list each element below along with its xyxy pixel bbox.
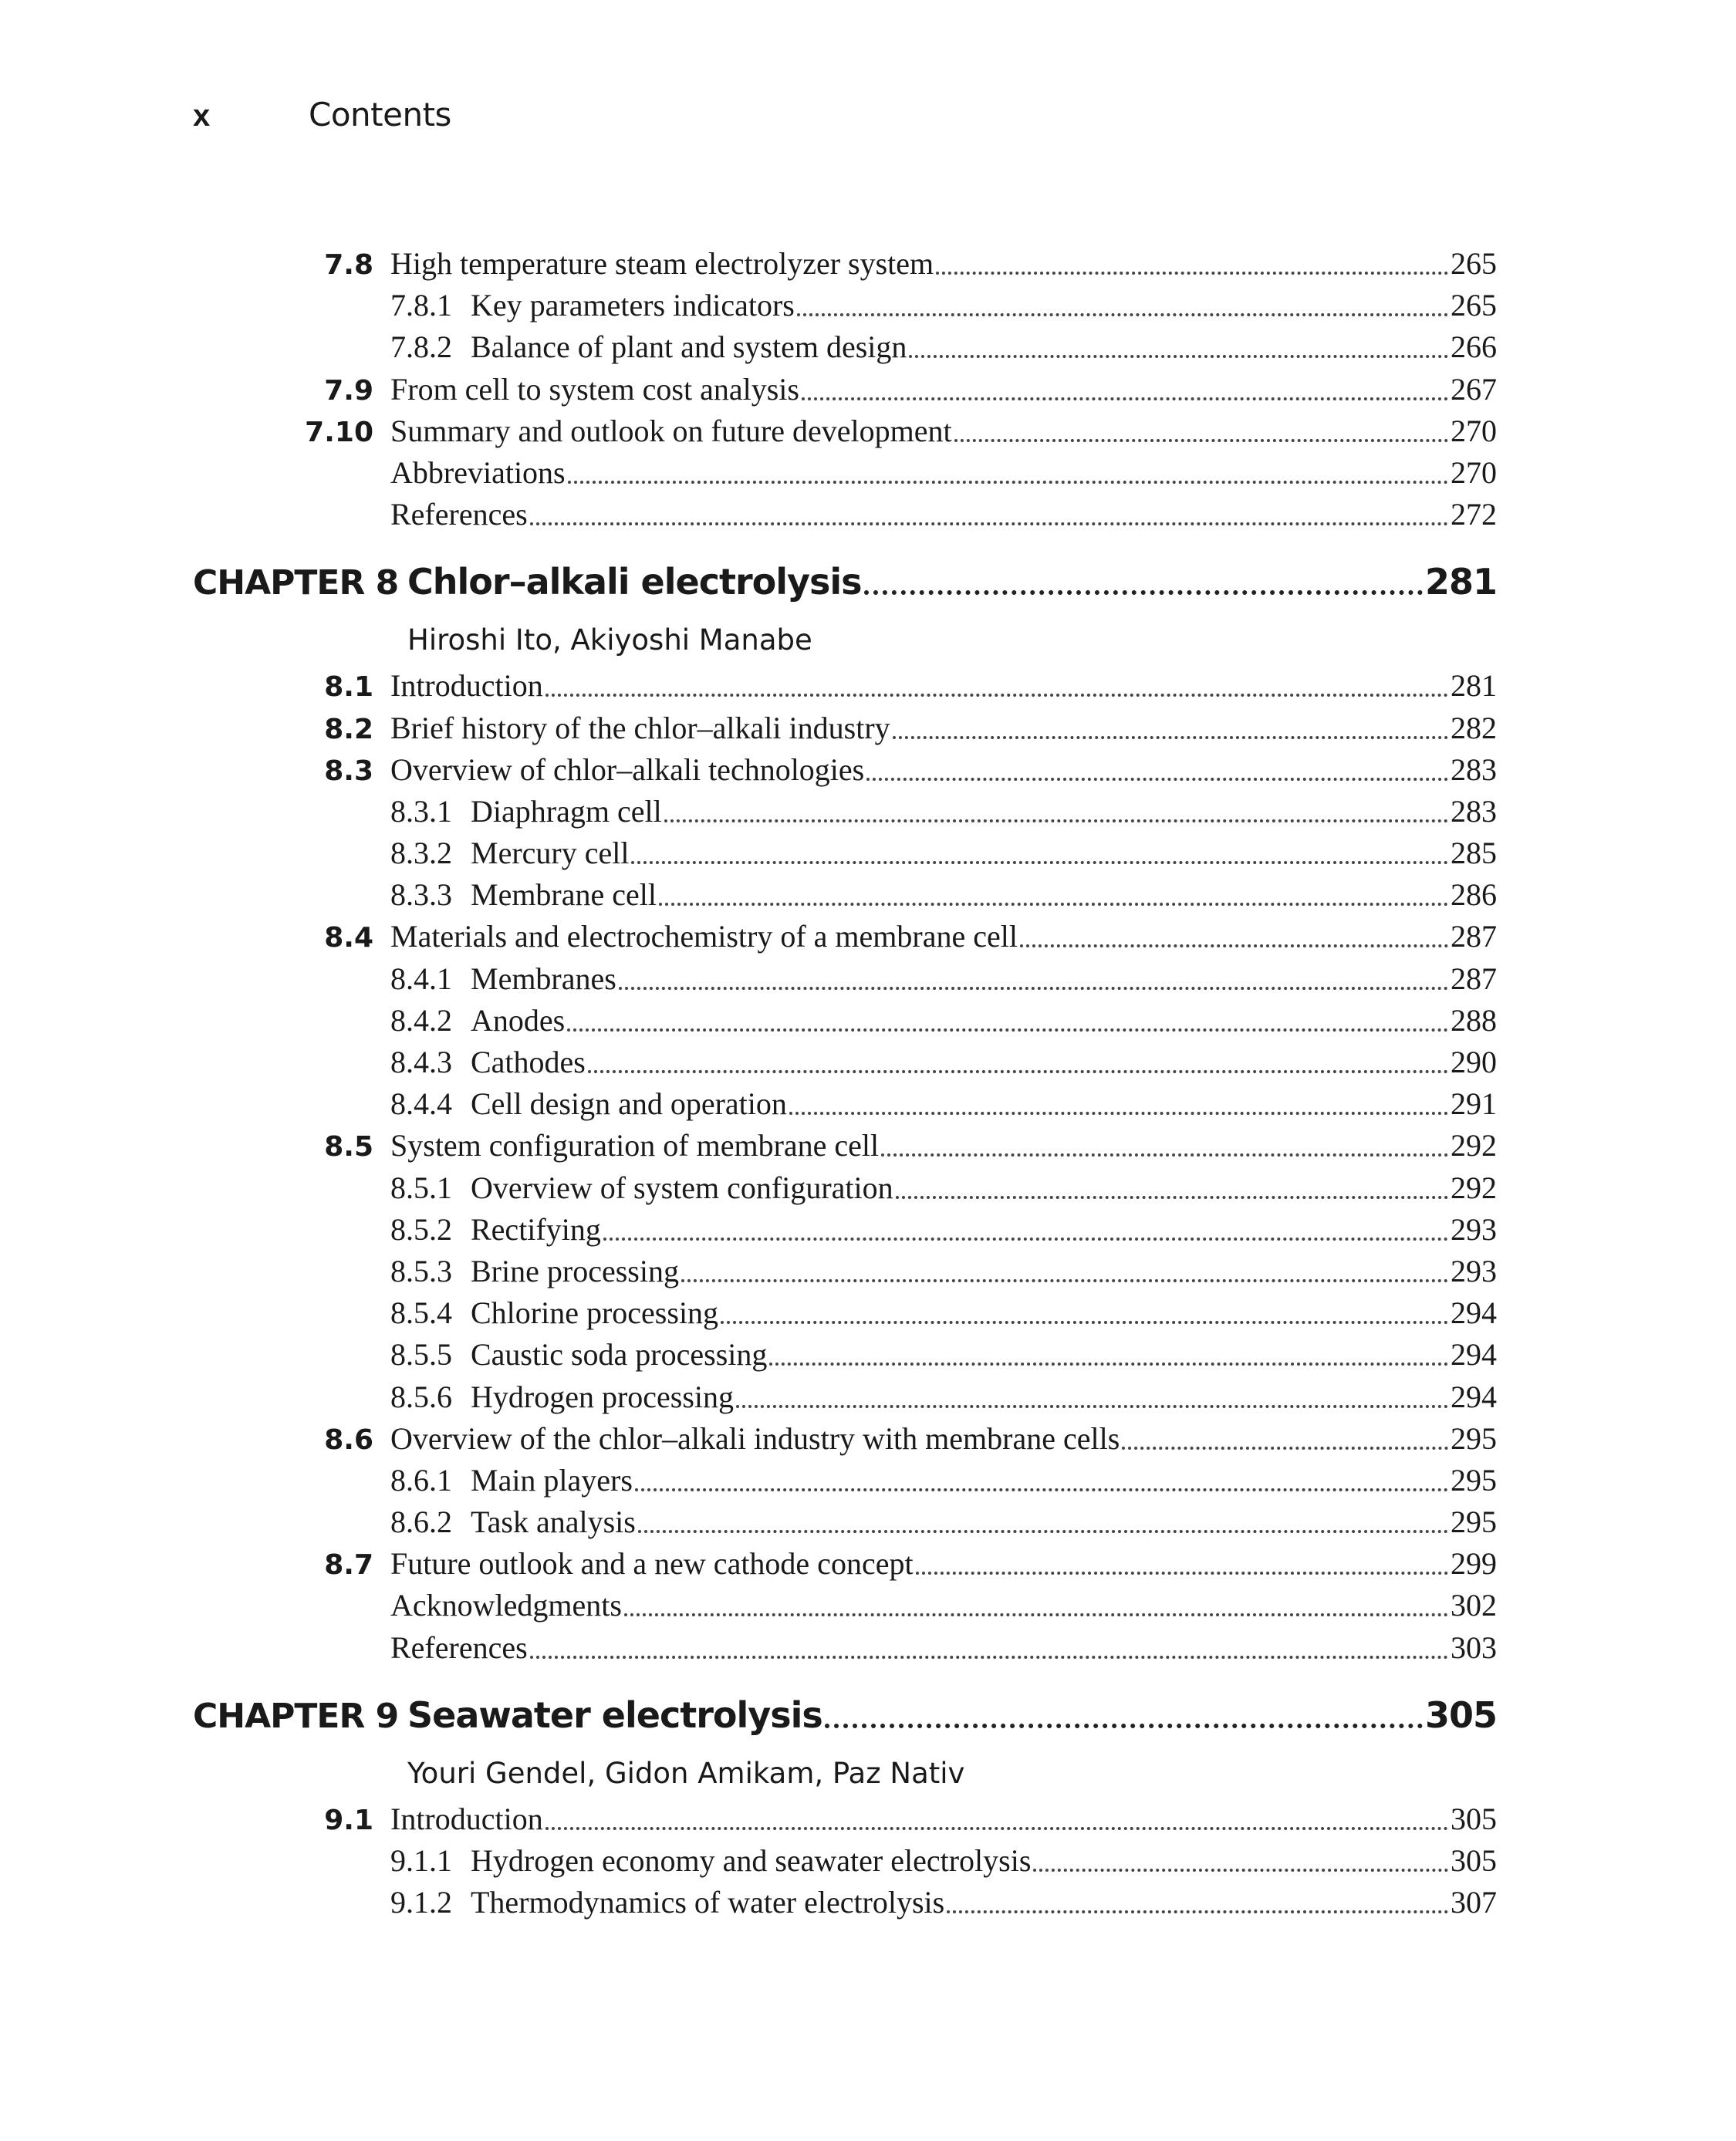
toc-subsection-entry[interactable] [193,329,1497,370]
dot-leader [664,819,1448,822]
table-of-contents [193,245,1497,1926]
section-number: 9.1 [324,1804,373,1836]
toc-subsection-entry[interactable] [193,287,1497,329]
subsection-number: 8.5.6 [390,1379,452,1414]
page-number: 303 [1451,1629,1497,1665]
dot-leader [681,1279,1448,1282]
running-head [193,96,451,139]
entry-title: Chlorine processing [471,1295,719,1331]
dot-leader [896,1196,1448,1199]
entry-title: Caustic soda processing [471,1337,768,1373]
dot-leader [916,1572,1448,1575]
toc-subsection-entry[interactable] [193,1211,1497,1253]
page-number: 282 [1451,710,1497,745]
page-number: 292 [1451,1170,1497,1205]
entry-title: Brief history of the chlor–alkali industry [390,710,890,745]
toc-section-entry[interactable] [193,710,1497,751]
dot-leader [545,1827,1448,1830]
toc-chapter-entry[interactable] [193,1694,1497,1750]
section-number: 8.7 [324,1549,373,1582]
page-number: 267 [1451,371,1497,407]
entry-title: Main players [471,1462,633,1498]
entry-title: Summary and outlook on future development [390,413,952,448]
entry-title: Membranes [471,961,616,996]
chapter-title: Chlor–alkali electrolysis [407,561,862,603]
page-number: 294 [1451,1379,1497,1414]
dot-leader [603,1238,1448,1241]
chapter-label: CHAPTER 8 [193,563,399,603]
toc-section-entry[interactable] [193,751,1497,793]
subsection-number: 8.5.1 [390,1170,452,1205]
toc-subsection-entry[interactable] [193,835,1497,876]
toc-subsection-entry[interactable] [193,961,1497,1002]
dot-leader [638,1530,1448,1533]
subsection-number: 8.3.2 [390,836,452,871]
toc-section-entry[interactable] [193,667,1497,709]
entry-title: Balance of plant and system design [471,329,907,365]
page-number: 305 [1451,1801,1497,1836]
subsection-number: 9.1.1 [390,1843,452,1878]
toc-subsection-entry[interactable] [193,876,1497,918]
page-number: 265 [1451,246,1497,281]
page-number: 291 [1451,1086,1497,1122]
page-number: 270 [1451,413,1497,448]
toc-subsection-entry[interactable] [193,1002,1497,1044]
page-number: 305 [1424,1694,1497,1736]
page-number: 295 [1451,1504,1497,1540]
section-number: 7.8 [324,249,373,281]
section-number: 8.6 [324,1423,373,1456]
entry-title: Overview of the chlor–alkali industry with membrane cells [390,1420,1120,1456]
entry-title: From cell to system cost analysis [390,371,799,407]
page-number: 265 [1451,288,1497,323]
toc-subsection-entry[interactable] [193,1379,1497,1420]
subsection-number: 8.4.3 [390,1045,452,1079]
toc-subsection-entry[interactable] [193,1253,1497,1295]
page-number: 307 [1451,1885,1497,1920]
dot-leader [568,481,1448,484]
page-number: 294 [1451,1295,1497,1331]
page-number: 287 [1451,919,1497,954]
page-number: 292 [1451,1128,1497,1163]
toc-subsection-entry[interactable] [193,1170,1497,1211]
section-number: 8.5 [324,1131,373,1163]
page-number: 287 [1451,961,1497,996]
entry-title: Mercury cell [471,836,630,871]
dot-leader [797,313,1448,316]
entry-title: Materials and electrochemistry of a membrane cell [390,919,1018,954]
entry-title: Thermodynamics of water electrolysis [471,1885,945,1920]
subsection-number: 8.5.5 [390,1337,452,1373]
section-number: 8.3 [324,755,373,787]
entry-title: Overview of chlor–alkali technologies [390,751,865,787]
toc-subsection-entry[interactable] [193,1884,1497,1926]
toc-section-entry[interactable] [193,413,1497,454]
subsection-number: 8.3.1 [390,793,452,829]
entry-title: Abbreviations [390,454,566,490]
dot-leader [635,1488,1448,1491]
page-number: 281 [1424,561,1497,603]
dot-leader [545,694,1448,697]
dot-leader [567,1028,1448,1032]
entry-title: References [390,1629,528,1665]
dot-leader [881,1153,1448,1157]
dot-leader [954,439,1448,442]
entry-title: Brine processing [471,1253,679,1288]
subsection-number: 7.8.1 [390,288,452,323]
dot-leader [769,1363,1448,1366]
subsection-number: 8.5.4 [390,1295,452,1331]
toc-section-entry[interactable] [193,1801,1497,1842]
page-number: 299 [1451,1546,1497,1582]
page-number: 286 [1451,877,1497,913]
entry-title: Anodes [471,1002,566,1038]
subsection-number: 8.5.2 [390,1211,452,1247]
dot-leader [864,590,1423,595]
chapter-authors: Youri Gendel, Gidon Amikam, Paz Nativ [407,1756,965,1790]
page-number: 283 [1451,751,1497,787]
dot-leader [659,903,1448,906]
toc-subsection-entry[interactable] [193,1842,1497,1884]
page-number: 290 [1451,1045,1497,1079]
subsection-number: 8.4.2 [390,1002,452,1038]
section-number: 8.2 [324,713,373,745]
page-number: 302 [1451,1588,1497,1623]
dot-leader [530,522,1448,525]
dot-leader [624,1613,1448,1616]
dot-leader [947,1910,1448,1913]
toc-section-entry[interactable] [193,245,1497,287]
entry-title: Task analysis [471,1504,636,1540]
entry-title: Introduction [390,668,543,704]
page-number: 281 [1451,668,1497,704]
page-number: 293 [1451,1211,1497,1247]
chapter-authors: Hiroshi Ito, Akiyoshi Manabe [407,623,812,657]
toc-backmatter-entry[interactable] [193,454,1497,496]
entry-title: High temperature steam electrolyzer system [390,246,934,281]
running-head-title: Contents [309,96,451,133]
entry-title: Acknowledgments [390,1588,622,1623]
entry-title: Key parameters indicators [471,288,795,323]
dot-leader [1122,1447,1448,1450]
toc-subsection-entry[interactable] [193,1462,1497,1504]
page-number: 272 [1451,497,1497,532]
page-number: 295 [1451,1462,1497,1498]
toc-subsection-entry[interactable] [193,1504,1497,1545]
toc-subsection-entry[interactable] [193,1336,1497,1378]
section-number: 8.1 [324,671,373,704]
dot-leader [1020,944,1448,947]
entry-title: Hydrogen processing [471,1379,735,1414]
toc-backmatter-entry[interactable] [193,1629,1497,1671]
toc-backmatter-entry[interactable] [193,496,1497,538]
page-number: 266 [1451,329,1497,365]
chapter-title: Seawater electrolysis [407,1694,822,1736]
entry-title: Cell design and operation [471,1086,787,1122]
entry-title: Future outlook and a new cathode concept [390,1546,914,1582]
dot-leader [736,1405,1448,1408]
dot-leader [619,987,1448,990]
dot-leader [936,272,1448,275]
dot-leader [1033,1869,1448,1872]
page-number: 288 [1451,1002,1497,1038]
subsection-number: 8.6.2 [390,1504,452,1540]
dot-leader [909,355,1448,358]
toc-section-entry[interactable] [193,918,1497,960]
subsection-number: 8.5.3 [390,1253,452,1288]
toc-section-entry[interactable] [193,371,1497,413]
entry-title: System configuration of membrane cell [390,1128,880,1163]
dot-leader [530,1656,1448,1659]
dot-leader [588,1070,1448,1073]
toc-subsection-entry[interactable] [193,1044,1497,1086]
entry-title: Introduction [390,1801,543,1836]
entry-title: Cathodes [471,1045,586,1079]
dot-leader [631,861,1448,864]
subsection-number: 8.4.1 [390,961,452,996]
toc-subsection-entry[interactable] [193,793,1497,835]
entry-title: Rectifying [471,1211,601,1247]
entry-title: Diaphragm cell [471,793,662,829]
toc-chapter-entry[interactable] [193,561,1497,616]
page-number: 283 [1451,793,1497,829]
subsection-number: 9.1.2 [390,1885,452,1920]
entry-title: References [390,497,528,532]
page-number: 270 [1451,454,1497,490]
page-number: 293 [1451,1253,1497,1288]
toc-subsection-entry[interactable] [193,1295,1497,1336]
dot-leader [802,397,1448,400]
subsection-number: 8.3.3 [390,877,452,913]
entry-title: Membrane cell [471,877,657,913]
subsection-number: 7.8.2 [390,329,452,365]
page-number: 295 [1451,1420,1497,1456]
dot-leader [866,778,1448,781]
section-number: 7.9 [324,374,373,407]
toc-section-entry[interactable] [193,1420,1497,1462]
toc-backmatter-entry[interactable] [193,1587,1497,1629]
section-number: 8.4 [324,922,373,954]
page-number: 294 [1451,1337,1497,1373]
entry-title: Overview of system configuration [471,1170,893,1205]
toc-section-entry[interactable] [193,1545,1497,1587]
section-number: 7.10 [305,416,373,448]
dot-leader [721,1321,1448,1324]
dot-leader [893,736,1448,739]
dot-leader [789,1112,1448,1115]
toc-subsection-entry[interactable] [193,1086,1497,1127]
dot-leader [825,1724,1423,1728]
toc-section-entry[interactable] [193,1127,1497,1169]
page-number: 285 [1451,836,1497,871]
subsection-number: 8.6.1 [390,1462,452,1498]
page-folio: x [193,99,211,133]
chapter-label: CHAPTER 9 [193,1696,399,1736]
subsection-number: 8.4.4 [390,1086,452,1122]
page-number: 305 [1451,1843,1497,1878]
entry-title: Hydrogen economy and seawater electrolysis [471,1843,1032,1878]
